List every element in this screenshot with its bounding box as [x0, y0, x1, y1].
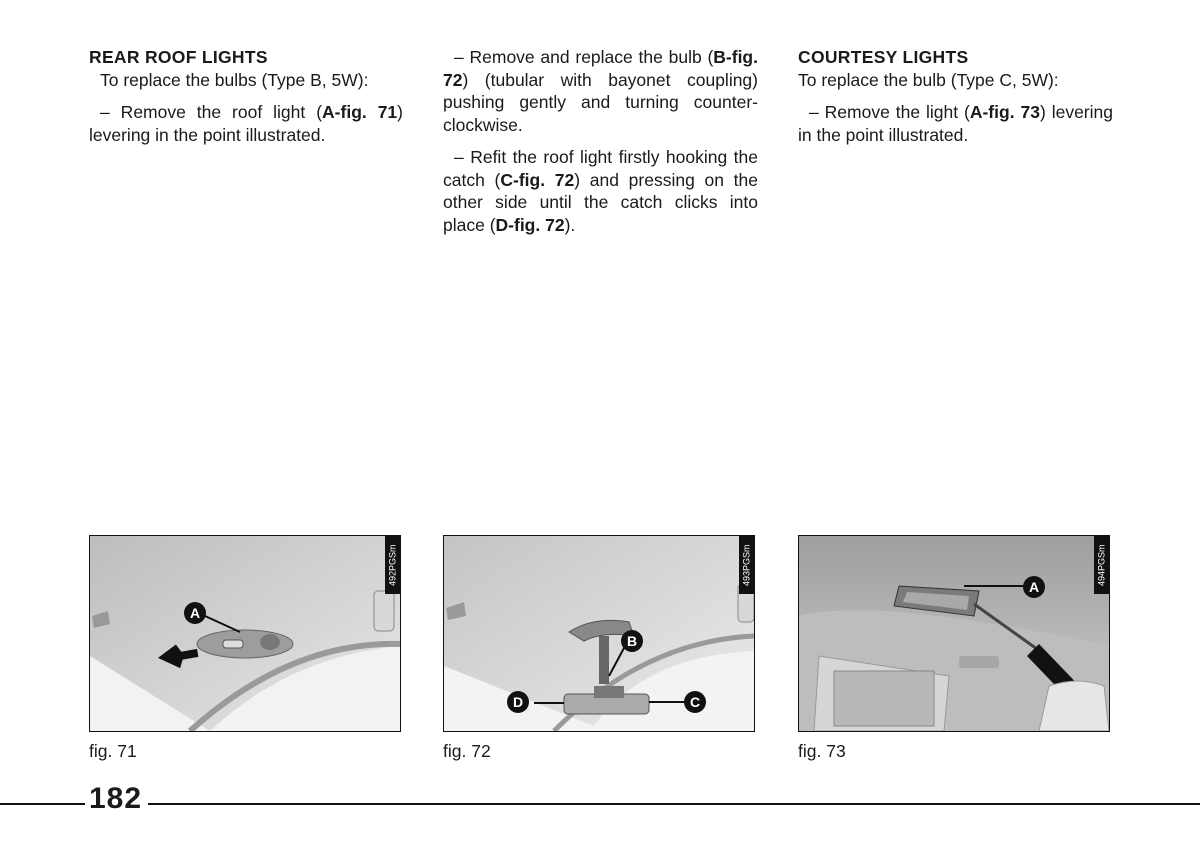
text-segment: – Remove the roof light (	[100, 102, 323, 122]
figure-code: 492PGSm	[385, 536, 400, 594]
figure-caption: fig. 71	[89, 741, 137, 761]
figure-caption: fig. 73	[798, 741, 846, 761]
text-bulb-type: To replace the bulbs (Type B, 5W):	[100, 69, 369, 90]
column-bulb-replacement	[443, 46, 758, 246]
paragraph-remove-roof-light	[89, 101, 403, 146]
page-number: 182	[89, 782, 143, 815]
callout-label-b: B	[621, 630, 643, 652]
column-courtesy-lights	[798, 46, 1113, 156]
text-segment: – Remove and replace the bulb (	[454, 47, 714, 67]
figure-reference: A-fig. 71	[322, 102, 398, 122]
text-bulb-type: To replace the bulb (Type C, 5W):	[798, 69, 1059, 90]
callout-label-a: A	[1023, 576, 1045, 598]
figure-reference: D-fig. 72	[495, 214, 565, 235]
figure-reference: A-fig. 73	[969, 102, 1040, 122]
text-segment: ) levering in the point illustrated.	[798, 102, 1113, 145]
figure-code: 493PGSm	[739, 536, 754, 594]
callout-label-a: A	[184, 602, 206, 624]
paragraph-courtesy-bulb-type	[798, 69, 1113, 92]
figure-caption: fig. 72	[443, 741, 491, 761]
section-heading-courtesy-lights: COURTESY LIGHTS	[798, 47, 969, 67]
bulb-replacement-illustration	[444, 536, 754, 731]
footer-rule-left	[0, 803, 85, 805]
paragraph-remove-courtesy-light	[798, 101, 1113, 146]
footer-rule-right	[148, 803, 1200, 805]
section-heading-rear-roof-lights: REAR ROOF LIGHTS	[89, 47, 268, 67]
roof-light-illustration	[90, 536, 400, 731]
text-segment: ) levering in the point illustrated.	[89, 102, 403, 145]
figure-72-photo	[443, 535, 755, 732]
text-segment: ).	[564, 214, 576, 235]
paragraph-bulb-type	[89, 69, 403, 92]
column-rear-roof-lights	[89, 46, 403, 156]
paragraph-replace-bulb	[443, 46, 758, 136]
figure-reference: C-fig. 72	[500, 169, 575, 190]
figure-code: 494PGSm	[1094, 536, 1109, 594]
callout-label-d: D	[507, 691, 529, 713]
text-segment: – Refit the roof light firstly hooking the catch (	[443, 147, 758, 190]
text-segment: ) and pressing on the other side until the catch clicks into place (	[443, 169, 758, 235]
text-segment: ) (tubular with bayonet coupling) pushing gently and turning counter-clockwise.	[443, 69, 758, 135]
figure-reference: B-fig. 72	[443, 47, 758, 90]
text-segment: – Remove the light (	[809, 102, 970, 122]
figure-73-photo	[798, 535, 1110, 732]
figure-71-photo	[89, 535, 401, 732]
paragraph-refit-roof-light	[443, 146, 758, 236]
courtesy-light-illustration	[799, 536, 1109, 731]
callout-label-c: C	[684, 691, 706, 713]
